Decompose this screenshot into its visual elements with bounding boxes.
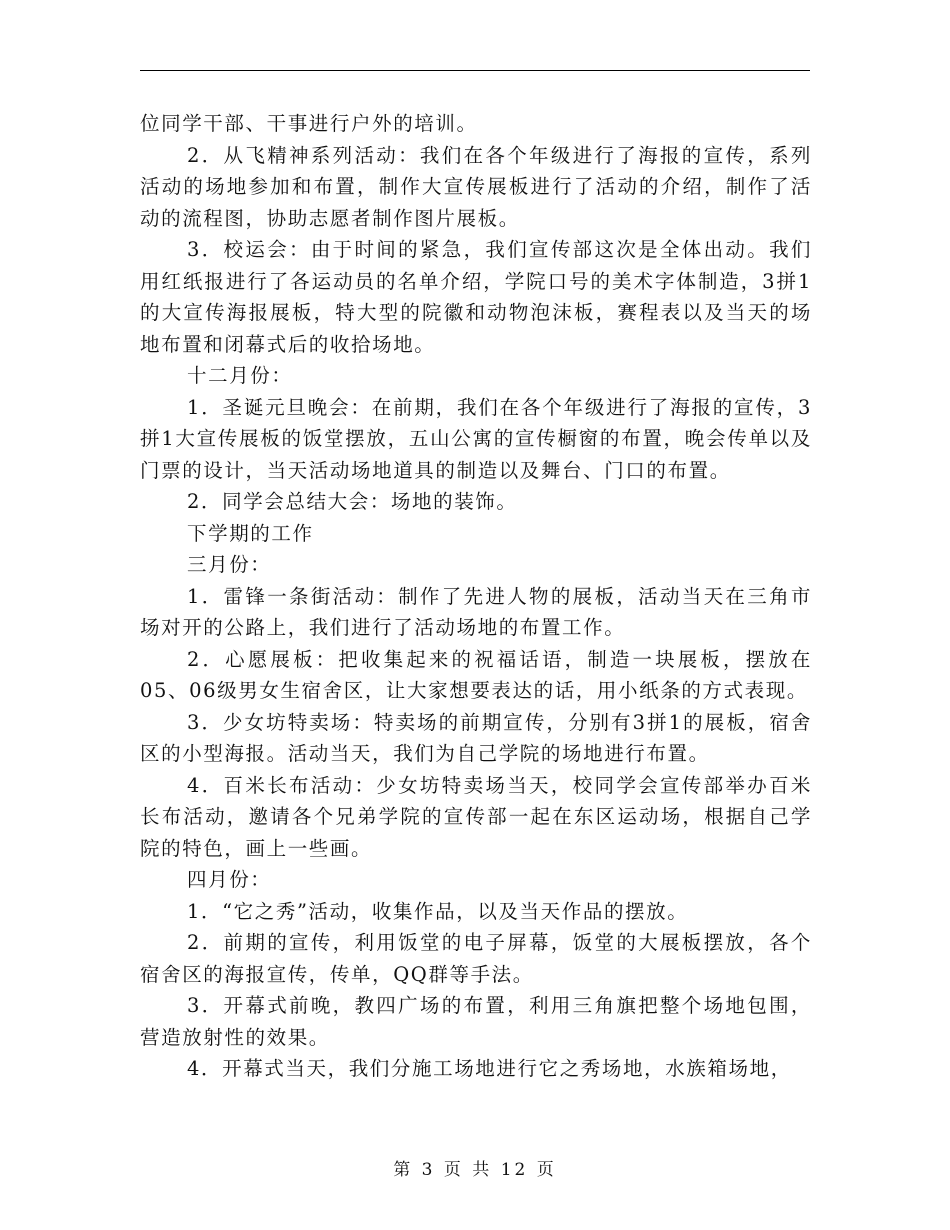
paragraph: 3．少女坊特卖场：特卖场的前期宣传，分别有3拼1的展板，宿舍区的小型海报。活动当天，我们为自己学院的场地进行布置。 [140,710,812,765]
paragraph: 三月份： [187,553,272,576]
paragraph: 4．百米长布活动：少女坊特卖场当天，校同学会宣传部举办百米长布活动，邀请各个兄弟学院的宣传部一起在东区运动场，根据自己学院的特色，画上一些画。 [140,773,812,860]
header-rule [140,70,810,71]
paragraph: 2．同学会总结大会：场地的装饰。 [187,490,518,513]
paragraph: 1．雷锋一条街活动：制作了先进人物的展板，活动当天在三角市场对开的公路上，我们进行了活动场地的布置工作。 [140,584,812,639]
paragraph: 4．开幕式当天，我们分施工场地进行它之秀场地，水族箱场地， [187,1057,792,1080]
body-text [140,108,812,1085]
page-footer: 第 3 页 共 12 页 [393,1160,557,1180]
paragraph: 1．“它之秀”活动，收集作品，以及当天作品的摆放。 [187,899,689,923]
paragraph: 1．圣诞元旦晚会：在前期，我们在各个年级进行了海报的宣传，3拼1大宣传展板的饭堂摆放，五山公寓的宣传橱窗的布置，晚会传单以及门票的设计，当天活动场地道具的制造以及舞台、门口的布置。 [140,395,812,482]
paragraph: 位同学干部、干事进行户外的培训。 [140,112,478,135]
paragraph: 四月份： [187,868,272,891]
paragraph: 2．心愿展板：把收集起来的祝福话语，制造一块展板，摆放在05、06级男女生宿舍区，让大家想要表达的话，用小纸条的方式表现。 [140,647,812,702]
paragraph: 2．从飞精神系列活动：我们在各个年级进行了海报的宣传，系列活动的场地参加和布置，制作大宣传展板进行了活动的介绍，制作了活动的流程图，协助志愿者制作图片展板。 [140,143,812,230]
paragraph: 2．前期的宣传，利用饭堂的电子屏幕，饭堂的大展板摆放，各个宿舍区的海报宣传，传单，QQ群等手法。 [140,931,812,986]
paragraph: 3．校运会：由于时间的紧急，我们宣传部这次是全体出动。我们用红纸报进行了各运动员的名单介绍，学院口号的美术字体制造，3拼1的大宣传海报展板，特大型的院徽和动物泡沫板，赛程表以及当天的场地布置和闭幕式后的收拾场地。 [140,238,812,356]
paragraph: 十二月份： [187,364,293,387]
paragraph: 3．开幕式前晚，教四广场的布置，利用三角旗把整个场地包围，营造放射性的效果。 [140,994,812,1049]
paragraph: 下学期的工作 [187,521,314,545]
